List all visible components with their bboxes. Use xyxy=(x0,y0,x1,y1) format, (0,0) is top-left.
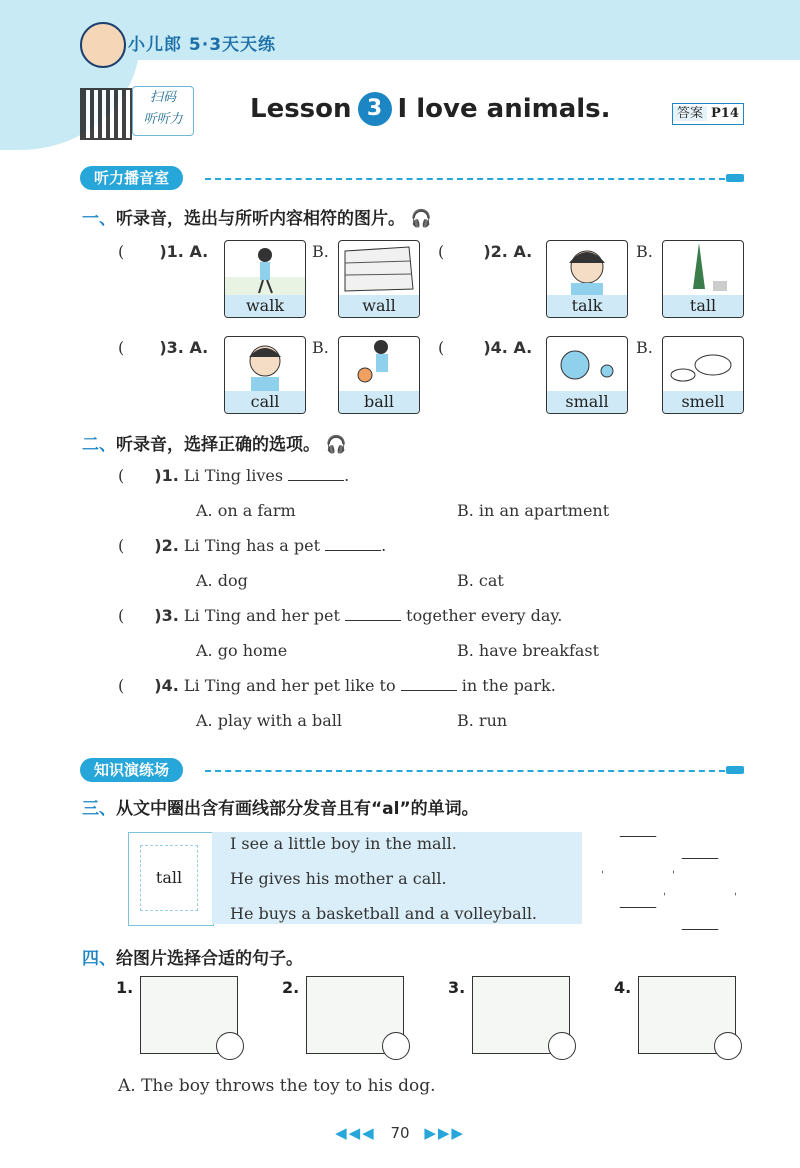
q2-item-4-before: Li Ting and her pet like to xyxy=(183,676,396,695)
q2-number: 二、 xyxy=(82,435,116,455)
q2-item-4 xyxy=(118,676,556,695)
q1-item-2-number: )2. A. xyxy=(483,242,533,261)
boy-volleyball-hexagon-illustration xyxy=(664,858,736,930)
q4-text: 给图片选择合适的句子。 xyxy=(116,949,303,969)
q1-text: 听录音，选出与所听内容相符的图片。 xyxy=(116,209,405,229)
picture-wall xyxy=(338,240,420,318)
passage-line-1[interactable]: I see a little boy in the mall. xyxy=(230,834,457,853)
q2-item-3-before: Li Ting and her pet xyxy=(183,606,340,625)
balls-illustration xyxy=(547,337,627,391)
q2-item-3-after: together every day. xyxy=(406,606,563,625)
q4-number: 四、 xyxy=(82,949,116,969)
q1-item-2-b: B. xyxy=(636,242,653,261)
q1-item-4 xyxy=(438,338,532,357)
q1-item-3-b: B. xyxy=(312,338,329,357)
caption-small: small xyxy=(547,391,627,413)
picture-smell xyxy=(662,336,744,414)
q2-item-1-option-b[interactable]: B. in an apartment xyxy=(457,501,610,520)
answer-circle[interactable] xyxy=(714,1032,742,1060)
lesson-title: I love animals. xyxy=(397,94,611,124)
fill-blank[interactable] xyxy=(288,466,344,481)
q2-item-4-option-a[interactable]: A. play with a ball xyxy=(196,711,343,730)
q2-item-2-before: Li Ting has a pet xyxy=(183,536,321,555)
pen-icon xyxy=(726,766,744,774)
q4-sentence-a: A. The boy throws the toy to his dog. xyxy=(118,1076,436,1096)
q2-item-4-number: )4. xyxy=(154,676,179,695)
q2-item-2-option-a[interactable]: A. dog xyxy=(196,571,248,590)
answer-bracket[interactable]: ( xyxy=(118,338,125,357)
q2-item-2-option-b[interactable]: B. cat xyxy=(457,571,504,590)
q2-item-1-before: Li Ting lives xyxy=(183,466,284,485)
answer-circle[interactable] xyxy=(216,1032,244,1060)
passage-line-3[interactable]: He buys a basketball and a volleyball. xyxy=(230,904,538,923)
question-2-heading xyxy=(82,430,347,455)
caption-call: call xyxy=(225,391,305,413)
scan-line-1: 扫码 xyxy=(149,90,176,105)
lesson-word: Lesson xyxy=(250,94,352,124)
headphones-icon: 🎧 xyxy=(325,435,348,455)
tall-tree-illustration xyxy=(663,241,743,295)
picture-talk xyxy=(546,240,628,318)
fill-blank[interactable] xyxy=(345,606,401,621)
q2-item-3-number: )3. xyxy=(154,606,179,625)
q1-item-3 xyxy=(118,338,208,357)
lesson-number-badge: 3 xyxy=(358,92,392,126)
caption-talk: talk xyxy=(547,295,627,317)
scan-to-listen-label xyxy=(132,86,194,136)
q1-item-3-number: )3. A. xyxy=(159,338,209,357)
boy-mall-hexagon-illustration xyxy=(602,836,674,908)
q4-pic-4-number: 4. xyxy=(614,978,632,997)
q4-pic-2-number: 2. xyxy=(282,978,300,997)
question-3-heading xyxy=(82,794,479,819)
dog-smelling-illustration xyxy=(663,337,743,391)
answer-bracket[interactable]: ( xyxy=(118,676,125,695)
q1-item-1 xyxy=(118,242,208,261)
q4-pic-3-number: 3. xyxy=(448,978,466,997)
mascot-logo xyxy=(80,22,126,68)
q3-number: 三、 xyxy=(82,799,116,819)
answer-circle[interactable] xyxy=(548,1032,576,1060)
q4-pic-1-number: 1. xyxy=(116,978,134,997)
pen-icon xyxy=(726,174,744,182)
question-4-heading xyxy=(82,944,303,969)
picture-small xyxy=(546,336,628,414)
headphones-icon: 🎧 xyxy=(410,209,433,229)
caption-walk: walk xyxy=(225,295,305,317)
q2-text: 听录音，选择正确的选项。 xyxy=(116,435,320,455)
answer-bracket[interactable]: ( xyxy=(438,338,445,357)
picture-call xyxy=(224,336,306,414)
scan-line-2: 听听力 xyxy=(143,112,183,127)
q2-item-1-number: )1. xyxy=(154,466,179,485)
page-number xyxy=(0,1124,800,1142)
brand-title: 小儿郎 5·3天天练 xyxy=(128,35,277,55)
q1-item-4-b: B. xyxy=(636,338,653,357)
q1-item-1-b: B. xyxy=(312,242,329,261)
q2-item-4-option-b[interactable]: B. run xyxy=(457,711,508,730)
right-arrows-icon: ▶▶▶ xyxy=(424,1124,465,1142)
q2-item-2 xyxy=(118,536,386,555)
page-number-value: 70 xyxy=(390,1124,410,1142)
boy-with-ball-illustration xyxy=(339,337,419,391)
q2-item-2-after: . xyxy=(381,536,387,555)
caption-ball: ball xyxy=(339,391,419,413)
q2-item-1-after: . xyxy=(344,466,350,485)
q2-item-3-option-a[interactable]: A. go home xyxy=(196,641,288,660)
wall-illustration xyxy=(339,241,419,295)
caption-wall: wall xyxy=(339,295,419,317)
section-divider xyxy=(205,178,725,180)
fill-blank[interactable] xyxy=(401,676,457,691)
q1-item-4-number: )4. A. xyxy=(483,338,533,357)
picture-tall xyxy=(662,240,744,318)
q1-number: 一、 xyxy=(82,209,116,229)
qr-code-icon[interactable] xyxy=(80,88,132,140)
caption-smell: smell xyxy=(663,391,743,413)
answer-page: P14 xyxy=(711,106,739,121)
q2-item-3 xyxy=(118,606,562,625)
left-arrows-icon: ◀◀◀ xyxy=(335,1124,376,1142)
answer-bracket[interactable]: ( xyxy=(438,242,445,261)
page-title xyxy=(250,92,611,126)
answer-page-ref xyxy=(672,103,744,125)
answer-bracket[interactable]: ( xyxy=(118,242,125,261)
q3-text: 从文中圈出含有画线部分发音且有“al”的单词。 xyxy=(116,799,479,819)
answer-circle[interactable] xyxy=(382,1032,410,1060)
girl-calling-illustration xyxy=(225,337,305,391)
talking-girl-illustration xyxy=(547,241,627,295)
q2-item-3-option-b[interactable]: B. have breakfast xyxy=(457,641,600,660)
q1-item-2 xyxy=(438,242,532,261)
picture-ball xyxy=(338,336,420,414)
q2-item-1-option-a[interactable]: A. on a farm xyxy=(196,501,296,520)
section-listening-header: 听力播音室 xyxy=(80,166,183,190)
example-word-card: tall xyxy=(140,845,198,911)
q2-item-4-after: in the park. xyxy=(461,676,556,695)
answer-bracket[interactable]: ( xyxy=(118,466,125,485)
walking-boy-illustration xyxy=(225,241,305,295)
answer-bracket[interactable]: ( xyxy=(118,536,125,555)
section-divider xyxy=(205,770,725,772)
picture-walk xyxy=(224,240,306,318)
q2-item-2-number: )2. xyxy=(154,536,179,555)
question-1-heading xyxy=(82,204,432,229)
answer-bracket[interactable]: ( xyxy=(118,606,125,625)
answer-label: 答案 xyxy=(673,106,707,121)
q1-item-1-number: )1. A. xyxy=(159,242,209,261)
section-practice-header: 知识演练场 xyxy=(80,758,183,782)
passage-line-2[interactable]: He gives his mother a call. xyxy=(230,869,447,888)
q2-item-1 xyxy=(118,466,349,485)
caption-tall: tall xyxy=(663,295,743,317)
fill-blank[interactable] xyxy=(325,536,381,551)
